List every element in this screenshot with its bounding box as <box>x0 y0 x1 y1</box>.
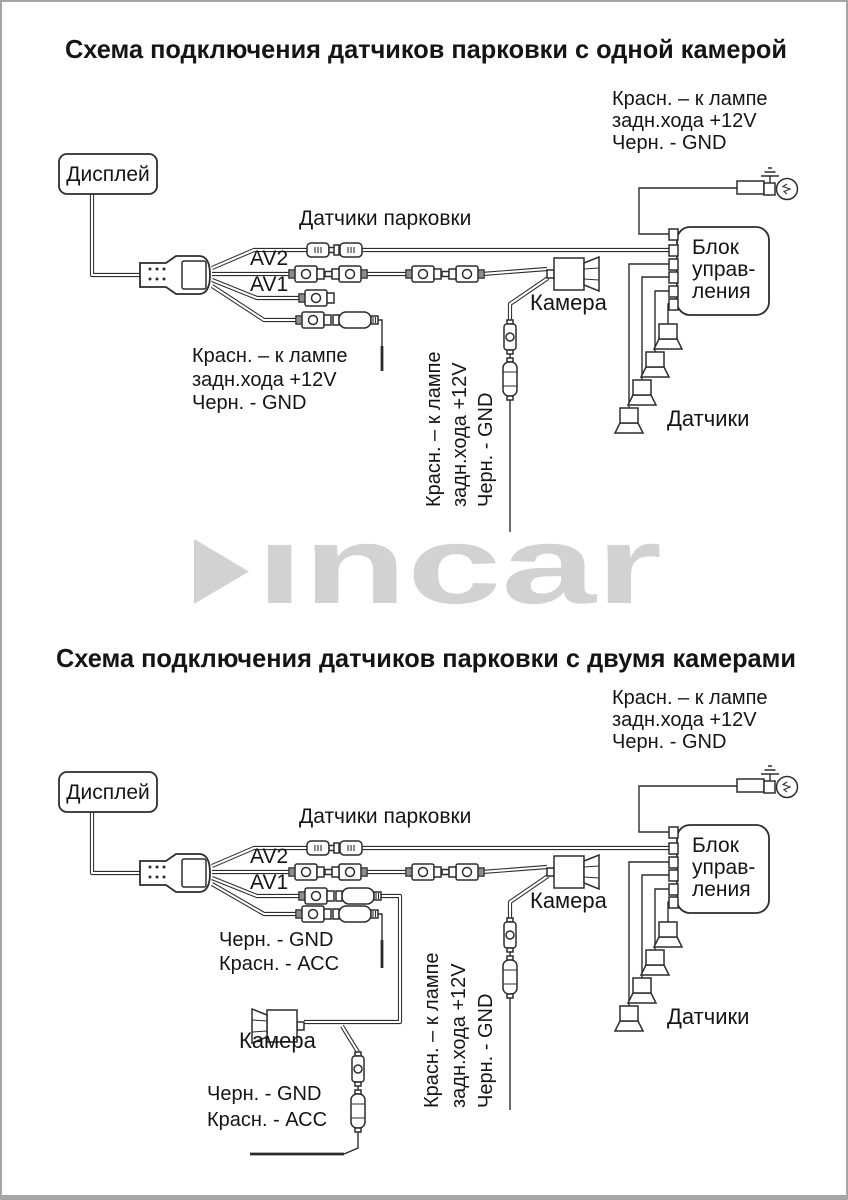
control-unit-label: Блок <box>692 236 739 259</box>
lamp-note-top-right <box>612 88 768 154</box>
note-line: Красн. – к лампе <box>192 345 348 367</box>
incar-logo <box>194 504 662 627</box>
inline-connector <box>351 1090 365 1132</box>
note-line: Черн. - GND <box>612 132 727 154</box>
note-line: Красн. – к лампе <box>612 687 768 709</box>
inline-connector <box>352 1052 364 1086</box>
parking-sensor-icon <box>641 352 669 377</box>
av1-rca-connector <box>299 888 334 904</box>
parking-sensor-icon <box>628 978 656 1003</box>
av1-label: AV1 <box>250 871 289 894</box>
note-line: задн.хода +12V <box>612 110 757 132</box>
parking-sensor-icon <box>641 950 669 975</box>
inline-connector <box>504 918 516 952</box>
note-line: Черн. - GND <box>219 929 334 951</box>
rca-connector-pair <box>289 266 367 282</box>
av1-label: AV1 <box>250 273 289 296</box>
diagram-one-camera <box>59 34 798 532</box>
inline-connector <box>504 320 516 354</box>
cable-core <box>92 812 142 873</box>
sensors-label: Датчики <box>667 406 750 431</box>
note-line: Черн. - GND <box>475 392 497 507</box>
control-unit-label: ления <box>692 280 751 303</box>
camera2-label: Камера <box>239 1028 316 1053</box>
sensor-line-connector <box>307 243 362 257</box>
av1-rca-connector <box>299 290 334 306</box>
parking-sensor-icon <box>615 408 643 433</box>
display-label: Дисплей <box>66 781 150 804</box>
diagram-two-cameras <box>56 643 798 1154</box>
camera-icon <box>547 257 599 291</box>
rca-connector <box>296 906 331 922</box>
diagram-canvas <box>2 2 848 1200</box>
display-label: Дисплей <box>66 163 150 186</box>
control-unit-label: управ- <box>692 258 756 281</box>
lamp-note-middle <box>192 345 348 414</box>
rca-connector-pair <box>289 864 367 880</box>
lamp-note-top-right <box>612 687 768 753</box>
parking-sensor-icon <box>654 324 682 349</box>
note-line: задн.хода +12V <box>612 709 757 731</box>
control-unit-label: управ- <box>692 856 756 879</box>
cable-core <box>342 1026 358 1052</box>
inline-connector <box>503 358 517 400</box>
cable-core <box>92 194 142 275</box>
note-line: Красн. - АСС <box>219 953 340 975</box>
note-line: Черн. - GND <box>475 993 497 1108</box>
harness-connector <box>140 854 210 892</box>
power-plug-connector <box>336 888 381 904</box>
diagram1-title: Схема подключения датчиков парковки с одной камерой <box>65 34 787 64</box>
parking-sensors-label: Датчики парковки <box>299 805 472 828</box>
camera-label: Камера <box>530 290 607 315</box>
sensors-label: Датчики <box>667 1004 750 1029</box>
display-cable <box>92 812 142 873</box>
harness-connector <box>140 256 210 294</box>
rca-connector-pair <box>406 864 484 880</box>
display-cable <box>92 194 142 275</box>
rca-connector <box>296 312 331 328</box>
note-line: задн.хода +12V <box>449 362 471 507</box>
play-triangle-icon <box>194 539 249 604</box>
sensor-line-connector <box>307 841 362 855</box>
acc-note-bottom <box>207 1083 327 1131</box>
note-line: задн.хода +12V <box>192 369 337 391</box>
note-line: Красн. – к лампе <box>423 351 445 507</box>
camera-label: Камера <box>530 888 607 913</box>
display-box <box>59 154 157 194</box>
note-line: Черн. - GND <box>192 392 307 414</box>
incar-logo-text: ıncar <box>256 504 662 627</box>
power-plug-connector <box>333 906 378 922</box>
av2-label: AV2 <box>250 247 289 270</box>
parking-sensor-icon <box>615 1006 643 1031</box>
control-unit-label: Блок <box>692 834 739 857</box>
rca-connector-pair <box>406 266 484 282</box>
display-box <box>59 772 157 812</box>
note-line: Черн. - GND <box>207 1083 322 1105</box>
lamp-note-vertical <box>421 952 497 1108</box>
power-plug-connector <box>333 312 378 328</box>
lamp-note-vertical <box>423 351 497 507</box>
reverse-lamp-icon <box>737 777 798 798</box>
reverse-lamp-icon <box>737 179 798 200</box>
parking-sensors-label: Датчики парковки <box>299 207 472 230</box>
note-line: Черн. - GND <box>612 731 727 753</box>
note-line: Красн. – к лампе <box>612 88 768 110</box>
control-unit <box>669 227 769 315</box>
av2-label: AV2 <box>250 845 289 868</box>
control-unit <box>669 825 769 913</box>
parking-sensor-icon <box>628 380 656 405</box>
acc-note-top <box>219 929 339 975</box>
note-line: задн.хода +12V <box>448 963 470 1108</box>
diagram2-title: Схема подключения датчиков парковки с двумя камерами <box>56 643 796 673</box>
note-line: Красн. - АСС <box>207 1109 328 1131</box>
control-unit-label: ления <box>692 878 751 901</box>
parking-sensor-icon <box>654 922 682 947</box>
note-line: Красн. – к лампе <box>421 952 443 1108</box>
camera-icon <box>547 855 599 889</box>
inline-connector <box>503 956 517 998</box>
